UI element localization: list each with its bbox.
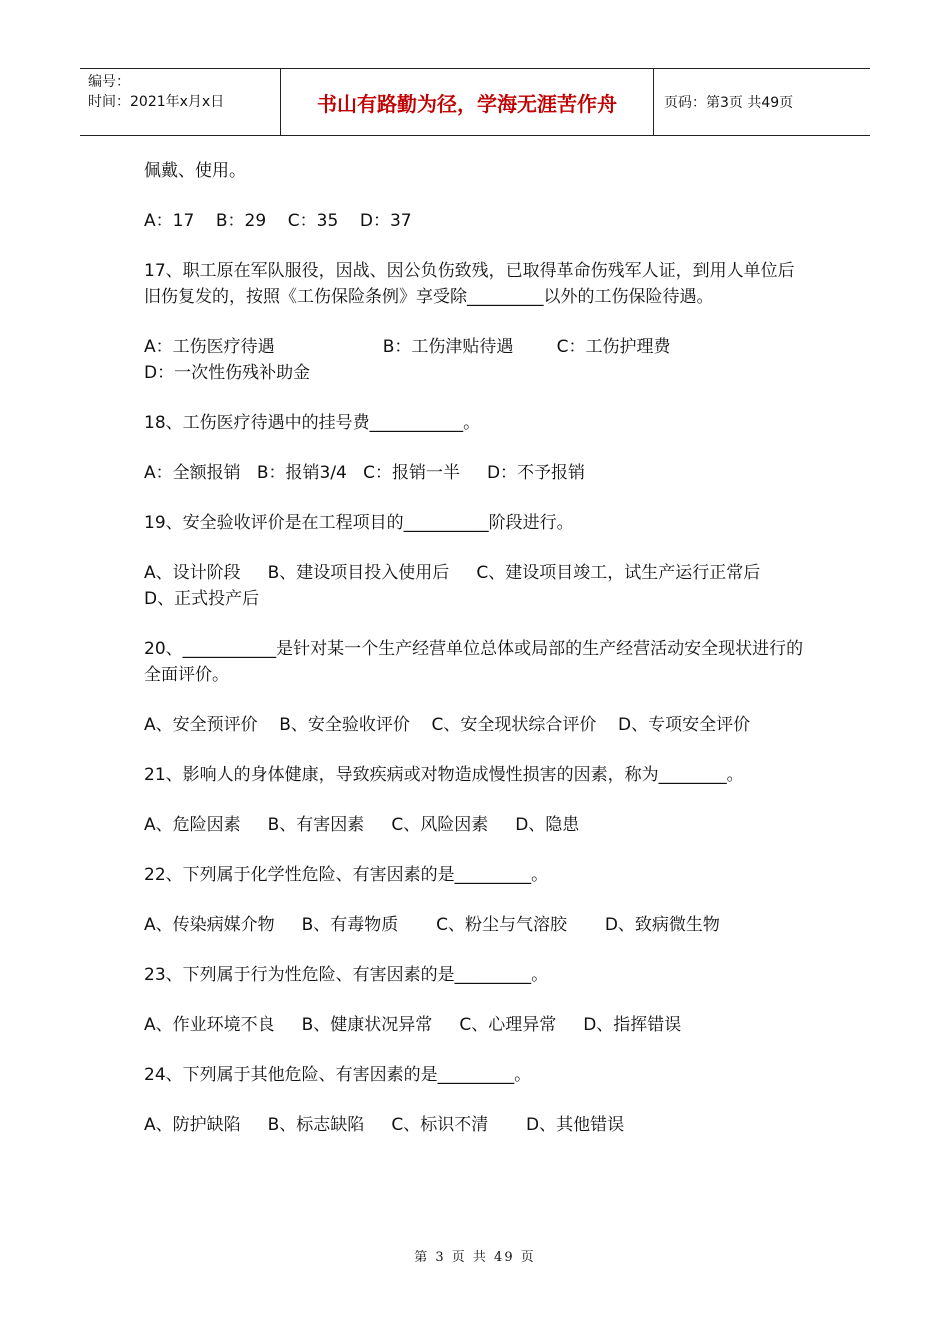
q18-options: A：全额报销 B：报销3/4 C：报销一半 D：不予报销 bbox=[144, 463, 586, 483]
q23-options: A、作业环境不良 B、健康状况异常 C、心理异常 D、指挥错误 bbox=[144, 1015, 682, 1035]
q19-stem: 19、安全验收评价是在工程项目的__________阶段进行。 bbox=[144, 513, 574, 533]
header-page-info: 页码：第3页 共49页 bbox=[664, 95, 794, 111]
q17-options-line2: D：一次性伤残补助金 bbox=[144, 363, 311, 383]
q23-stem: 23、下列属于行为性危险、有害因素的是_________。 bbox=[144, 965, 549, 985]
time-label: 时间：2021年x月x日 bbox=[88, 94, 225, 110]
q18-stem: 18、工伤医疗待遇中的挂号费___________。 bbox=[144, 413, 481, 433]
q21-options: A、危险因素 B、有害因素 C、风险因素 D、隐患 bbox=[144, 815, 580, 835]
q24-options: A、防护缺陷 B、标志缺陷 C、标识不清 D、其他错误 bbox=[144, 1115, 625, 1135]
document-body bbox=[144, 158, 808, 1162]
q19-options: A、设计阶段 B、建设项目投入使用后 C、建设项目竣工，试生产运行正常后 D、正式投产后 bbox=[144, 563, 799, 609]
page-header bbox=[80, 68, 870, 136]
q22-stem: 22、下列属于化学性危险、有害因素的是_________。 bbox=[144, 865, 549, 885]
header-slogan: 书山有路勤为径，学海无涯苦作舟 bbox=[281, 69, 654, 135]
q17-options bbox=[144, 334, 808, 386]
q16-options: A：17 B：29 C：35 D：37 bbox=[144, 211, 412, 231]
q22-options: A、传染病媒介物 B、有毒物质 C、粉尘与气溶胶 D、致病微生物 bbox=[144, 915, 720, 935]
intro-text: 佩戴、使用。 bbox=[144, 161, 246, 181]
q24-stem: 24、下列属于其他危险、有害因素的是_________。 bbox=[144, 1065, 532, 1085]
q21-stem: 21、影响人的身体健康，导致疾病或对物造成慢性损害的因素，称为________。 bbox=[144, 765, 744, 785]
q17-options-line1: A：工伤医疗待遇 B：工伤津贴待遇 C：工伤护理费 bbox=[144, 337, 671, 357]
q17-stem: 17、职工原在军队服役，因战、因公负伤致残，已取得革命伤残军人证，到用人单位后旧伤复发的，按照《工伤保险条例》享受除_________以外的工伤保险待遇。 bbox=[144, 261, 795, 307]
number-label: 编号： bbox=[88, 74, 130, 90]
page-footer: 第 3 页 共 49 页 bbox=[414, 1250, 536, 1265]
q20-stem: 20、___________是针对某一个生产经营单位总体或局部的生产经营活动安全现状进行的全面评价。 bbox=[144, 639, 804, 685]
header-meta bbox=[80, 69, 281, 135]
q20-options: A、安全预评价 B、安全验收评价 C、安全现状综合评价 D、专项安全评价 bbox=[144, 715, 751, 735]
